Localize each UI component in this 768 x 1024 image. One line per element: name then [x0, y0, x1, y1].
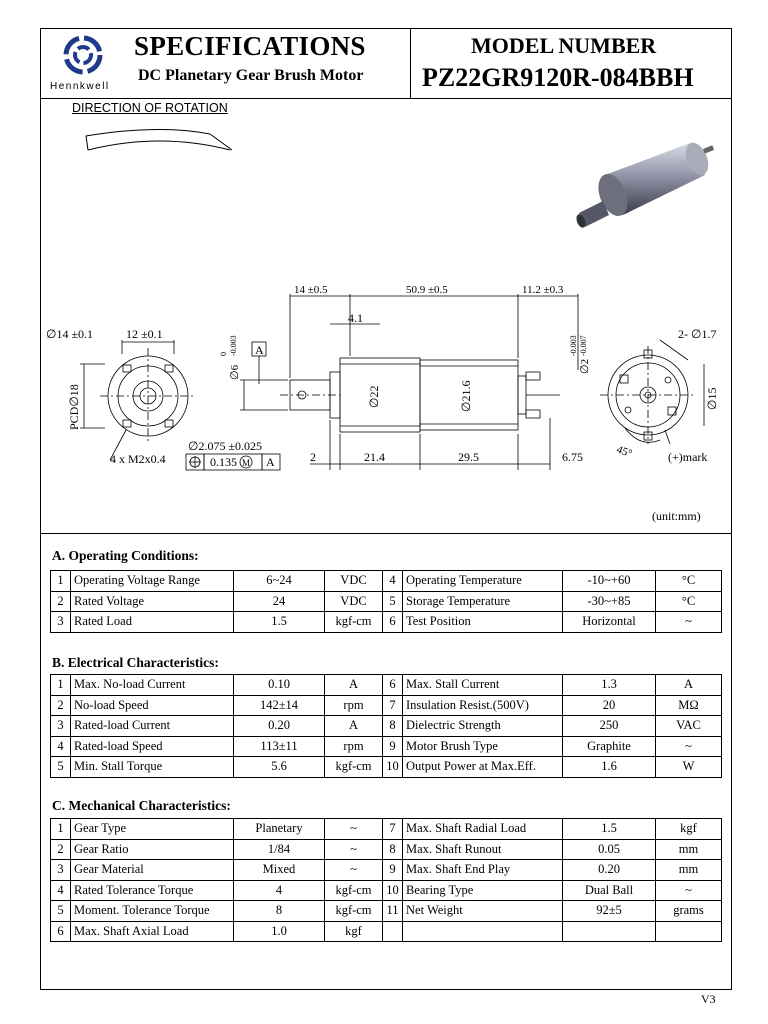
table-cell: 6 [51, 921, 71, 942]
table-cell: 11 [383, 901, 403, 922]
table-cell: °C [656, 591, 722, 612]
table-cell: Dielectric Strength [403, 716, 563, 737]
table-cell: 1.3 [563, 675, 656, 696]
table-cell: 5.6 [234, 757, 325, 778]
table-cell [383, 921, 403, 942]
table-row [51, 757, 722, 778]
dim-w12: 12 ±0.1 [126, 327, 163, 341]
table-cell: 0.20 [234, 716, 325, 737]
table-cell: grams [656, 901, 722, 922]
table-cell: 3 [51, 860, 71, 881]
table-cell: Moment. Tolerance Torque [71, 901, 234, 922]
table-cell: -30~+85 [563, 591, 656, 612]
table-cell: A [656, 675, 722, 696]
table-cell: 7 [383, 819, 403, 840]
plus-mark-label: (+)mark [668, 450, 708, 464]
table-cell: 0.05 [563, 839, 656, 860]
table-row [51, 716, 722, 737]
table-cell: 6 [383, 612, 403, 633]
table-cell: Bearing Type [403, 880, 563, 901]
table-row [51, 695, 722, 716]
page-title: SPECIFICATIONS [134, 31, 366, 61]
section-a-title: A. Operating Conditions: [52, 548, 199, 563]
dim-d216: ∅21.6 [459, 380, 473, 412]
motor-photo [565, 135, 725, 240]
section-b-title: B. Electrical Characteristics: [52, 655, 219, 670]
table-cell: ~ [656, 612, 722, 633]
table-cell: ~ [656, 736, 722, 757]
table-cell: 9 [383, 736, 403, 757]
page-subtitle: DC Planetary Gear Brush Motor [138, 67, 364, 84]
dim-tolerance: 0.135 [210, 455, 237, 469]
table-cell: Max. Shaft Axial Load [71, 921, 234, 942]
table-cell: Motor Brush Type [403, 736, 563, 757]
table-cell: kgf [656, 819, 722, 840]
dim-pcd: PCD∅18 [67, 384, 81, 430]
table-cell: 4 [234, 880, 325, 901]
header-column-divider [410, 28, 411, 98]
table-cell: Rated-load Current [71, 716, 234, 737]
table-cell: VAC [656, 716, 722, 737]
table-cell: Graphite [563, 736, 656, 757]
table-cell: 2 [51, 839, 71, 860]
dim-len14: 14 ±0.5 [294, 284, 328, 296]
table-row [51, 880, 722, 901]
table-cell: °C [656, 571, 722, 592]
table-cell: 0.10 [234, 675, 325, 696]
model-number-value: PZ22GR9120R-084BBH [422, 63, 694, 92]
datum-a-box: A [255, 343, 264, 357]
table-row [51, 591, 722, 612]
table-cell: 4 [383, 571, 403, 592]
table-cell: Test Position [403, 612, 563, 633]
dim-len41: 4.1 [348, 311, 363, 325]
table-cell: Storage Temperature [403, 591, 563, 612]
table-cell: Rated Voltage [71, 591, 234, 612]
table-cell: Insulation Resist.(500V) [403, 695, 563, 716]
table-cell: Mixed [234, 860, 325, 881]
datum-a-ref: A [266, 455, 275, 469]
table-cell: Max. No-load Current [71, 675, 234, 696]
table-cell: 250 [563, 716, 656, 737]
table-cell: 5 [51, 901, 71, 922]
table-cell: Max. Stall Current [403, 675, 563, 696]
table-cell: Planetary [234, 819, 325, 840]
table-cell: 1 [51, 819, 71, 840]
drawing-divider [40, 533, 732, 534]
table-cell: 4 [51, 880, 71, 901]
dim-len295: 29.5 [458, 450, 479, 464]
table-cell: ~ [325, 819, 383, 840]
dim-d22: ∅22 [367, 385, 381, 408]
table-cell: Rated Load [71, 612, 234, 633]
dim-d14: ∅14 ±0.1 [46, 327, 94, 341]
table-cell: Operating Temperature [403, 571, 563, 592]
table-row [51, 571, 722, 592]
dim-len675: 6.75 [562, 450, 583, 464]
table-cell: Rated-load Speed [71, 736, 234, 757]
direction-of-rotation-label: DIRECTION OF ROTATION [72, 101, 228, 115]
dim-d2-tol-hi: -0.003 [569, 335, 578, 356]
table-cell: 2 [51, 695, 71, 716]
table-cell: 1.6 [563, 757, 656, 778]
section-c-title: C. Mechanical Characteristics: [52, 798, 231, 813]
table-cell: 1 [51, 675, 71, 696]
table-cell: 6~24 [234, 571, 325, 592]
table-cell: kgf [325, 921, 383, 942]
table-cell [403, 921, 563, 942]
table-row [51, 736, 722, 757]
datum-m: M [242, 458, 251, 468]
table-cell: ~ [656, 880, 722, 901]
table-cell: Output Power at Max.Eff. [403, 757, 563, 778]
table-cell: 142±14 [234, 695, 325, 716]
dim-len2: 2 [310, 450, 316, 464]
table-row [51, 921, 722, 942]
table-cell: 113±11 [234, 736, 325, 757]
table-cell: MΩ [656, 695, 722, 716]
dimension-drawing [40, 280, 732, 520]
table-row [51, 675, 722, 696]
dim-shaft-tol-hi: 0 [219, 352, 228, 356]
table-cell: rpm [325, 736, 383, 757]
table-cell [563, 921, 656, 942]
table-cell: Net Weight [403, 901, 563, 922]
dim-holes: 2- ∅1.7 [678, 327, 717, 341]
table-cell: 1.0 [234, 921, 325, 942]
table-cell: Max. Shaft End Play [403, 860, 563, 881]
table-cell: mm [656, 839, 722, 860]
table-cell: 3 [51, 612, 71, 633]
table-cell: 1/84 [234, 839, 325, 860]
table-cell: 7 [383, 695, 403, 716]
table-row [51, 901, 722, 922]
table-cell: A [325, 675, 383, 696]
rotation-arrow-icon [80, 128, 240, 156]
table-cell: kgf-cm [325, 612, 383, 633]
table-row [51, 612, 722, 633]
table-cell: 8 [234, 901, 325, 922]
table-cell: kgf-cm [325, 880, 383, 901]
table-cell [656, 921, 722, 942]
table-cell: mm [656, 860, 722, 881]
table-cell: Max. Shaft Radial Load [403, 819, 563, 840]
table-cell: VDC [325, 571, 383, 592]
table-cell: 1.5 [563, 819, 656, 840]
table-cell: W [656, 757, 722, 778]
table-cell: 8 [383, 716, 403, 737]
table-cell: A [325, 716, 383, 737]
table-cell: 1 [51, 571, 71, 592]
dim-shaft-tol-lo: -0.003 [229, 335, 238, 356]
table-cell: 20 [563, 695, 656, 716]
table-cell: 3 [51, 716, 71, 737]
header-divider [40, 98, 732, 99]
table-cell: 2 [51, 591, 71, 612]
table-cell: 1.5 [234, 612, 325, 633]
table-cell: 6 [383, 675, 403, 696]
dim-shaft-dia: ∅6 [229, 364, 241, 380]
table-cell: 5 [383, 591, 403, 612]
table-cell: 24 [234, 591, 325, 612]
table-cell: 0.20 [563, 860, 656, 881]
hennkwell-logo-icon [58, 35, 108, 79]
table-cell: Rated Tolerance Torque [71, 880, 234, 901]
dim-angle: 45° [614, 443, 634, 461]
table-cell: VDC [325, 591, 383, 612]
dim-len214: 21.4 [364, 450, 385, 464]
table-cell: 10 [383, 757, 403, 778]
operating-conditions-table [50, 570, 722, 633]
dim-screw: 4 x M2x0.4 [110, 452, 166, 466]
table-row [51, 839, 722, 860]
table-cell: 10 [383, 880, 403, 901]
table-row [51, 860, 722, 881]
table-cell: 8 [383, 839, 403, 860]
unit-note: (unit:mm) [652, 509, 701, 523]
table-cell: ~ [325, 860, 383, 881]
dim-len112: 11.2 ±0.3 [522, 284, 564, 296]
table-cell: Operating Voltage Range [71, 571, 234, 592]
table-cell: kgf-cm [325, 757, 383, 778]
table-cell: Dual Ball [563, 880, 656, 901]
model-number-label: MODEL NUMBER [471, 33, 657, 58]
table-row [51, 819, 722, 840]
table-cell: Gear Type [71, 819, 234, 840]
table-cell: Gear Ratio [71, 839, 234, 860]
table-cell: 92±5 [563, 901, 656, 922]
brand-name: Hennkwell [50, 81, 110, 92]
dim-d2: ∅2 [579, 358, 591, 374]
mechanical-characteristics-table [50, 818, 722, 942]
table-cell: rpm [325, 695, 383, 716]
table-cell: Gear Material [71, 860, 234, 881]
dim-len509: 50.9 ±0.5 [406, 284, 448, 296]
table-cell: 9 [383, 860, 403, 881]
dim-d2-tol-lo: -0.007 [579, 335, 588, 356]
table-cell: No-load Speed [71, 695, 234, 716]
table-cell: Max. Shaft Runout [403, 839, 563, 860]
table-cell: 4 [51, 736, 71, 757]
electrical-characteristics-table [50, 674, 722, 778]
table-cell: -10~+60 [563, 571, 656, 592]
table-cell: Min. Stall Torque [71, 757, 234, 778]
table-cell: 5 [51, 757, 71, 778]
dim-bore: ∅2.075 ±0.025 [188, 439, 263, 453]
dim-d15: ∅15 [705, 387, 719, 410]
version-label: V3 [701, 992, 716, 1006]
table-cell: kgf-cm [325, 901, 383, 922]
table-cell: ~ [325, 839, 383, 860]
table-cell: Horizontal [563, 612, 656, 633]
